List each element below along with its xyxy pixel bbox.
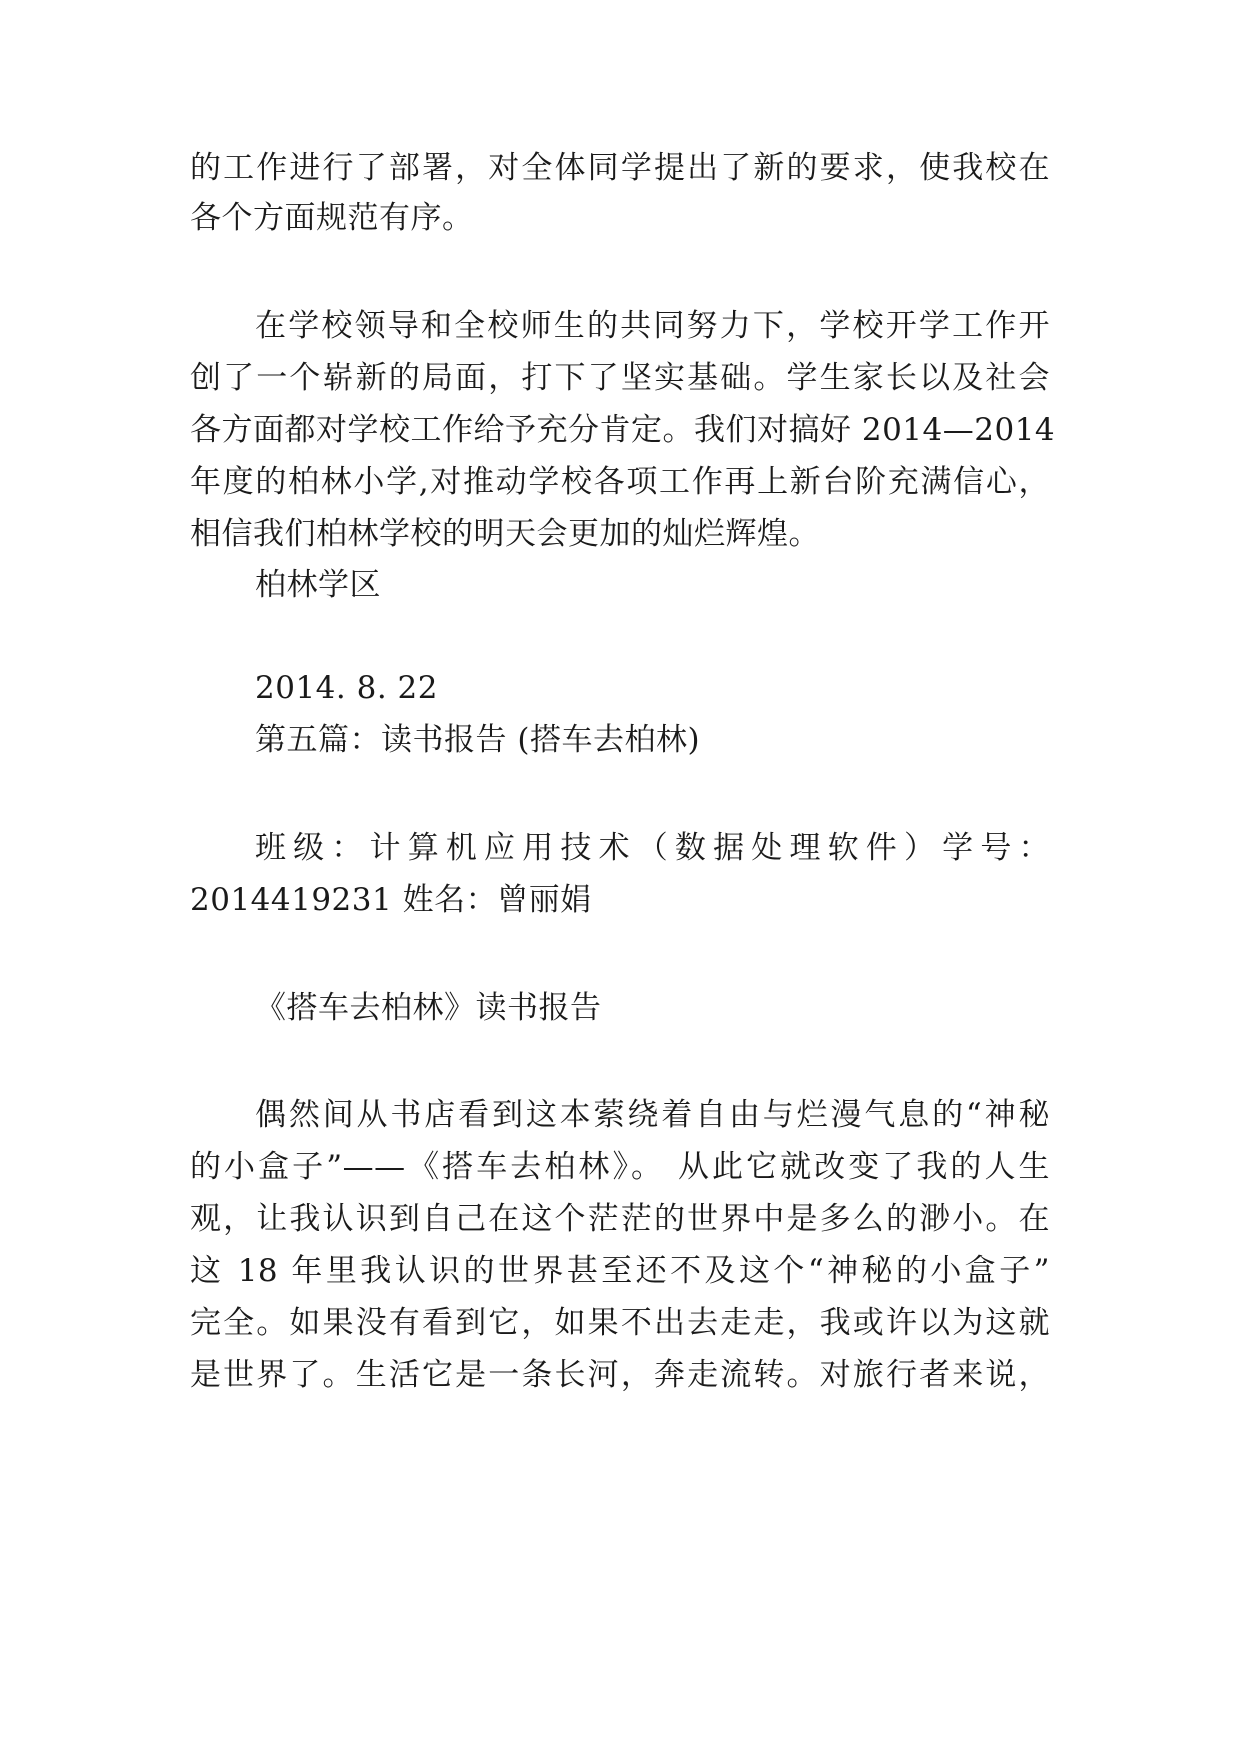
body-text-line: 在学校领导和全校师生的共同努力下，学校开学工作开 [255,308,1050,344]
body-text-line: 偶然间从书店看到这本萦绕着自由与烂漫气息的“神秘 [255,1097,1050,1133]
body-text-line: 完全。如果没有看到它，如果不出去走走，我或许以为这就 [190,1305,1050,1341]
body-text-line: 的工作进行了部署，对全体同学提出了新的要求，使我校在 [190,150,1050,186]
body-text-line: 的小盒子”——《搭车去柏林》。 从此它就改变了我的人生 [190,1149,1050,1185]
signature-date: 2014. 8. 22 [255,670,438,706]
report-title: 《搭车去柏林》读书报告 [255,990,602,1026]
body-text-line: 是世界了。生活它是一条长河，奔走流转。对旅行者来说， [190,1357,1050,1393]
body-text-line: 这 18 年里我认识的世界甚至还不及这个“神秘的小盒子” [190,1253,1050,1289]
student-info-line: 2014419231 姓名：曾丽娟 [190,882,592,918]
student-info-line: 班级：计算机应用技术（数据处理软件）学号： [255,830,1050,866]
body-text-line: 各个方面规范有序。 [190,200,474,236]
body-text-line: 相信我们柏林学校的明天会更加的灿烂辉煌。 [190,516,820,552]
body-text-line: 观，让我认识到自己在这个茫茫的世界中是多么的渺小。在 [190,1201,1050,1237]
signature-organization: 柏林学区 [255,567,381,603]
body-text-line: 创了一个崭新的局面，打下了坚实基础。学生家长以及社会 [190,360,1050,396]
body-text-line: 各方面都对学校工作给予充分肯定。我们对搞好 2014—2014 [190,412,1056,448]
section-title: 第五篇：读书报告 (搭车去柏林) [255,722,701,758]
body-text-line: 年度的柏林小学,对推动学校各项工作再上新台阶充满信心， [190,464,1050,500]
